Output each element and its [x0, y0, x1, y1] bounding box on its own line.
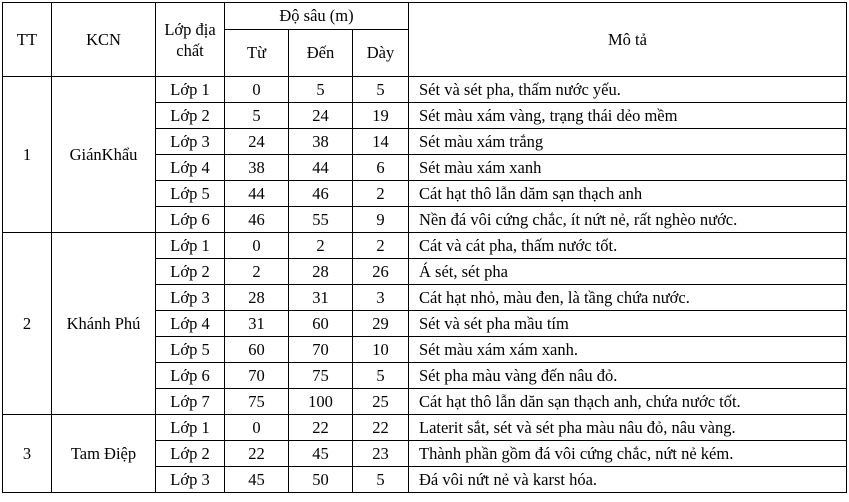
- cell-tt: 3: [3, 415, 52, 493]
- cell-layer: Lớp 1: [156, 415, 225, 441]
- header-description: Mô tả: [409, 3, 847, 77]
- cell-description: Sét và sét pha mầu tím: [409, 311, 847, 337]
- cell-from: 0: [225, 77, 289, 103]
- cell-thickness: 9: [353, 207, 409, 233]
- cell-to: 50: [289, 467, 353, 493]
- cell-layer: Lớp 1: [156, 233, 225, 259]
- cell-to: 75: [289, 363, 353, 389]
- cell-layer: Lớp 2: [156, 103, 225, 129]
- cell-kcn: Tam Điệp: [52, 415, 156, 493]
- cell-to: 55: [289, 207, 353, 233]
- cell-layer: Lớp 6: [156, 363, 225, 389]
- cell-description: Sét và sét pha, thấm nước yếu.: [409, 77, 847, 103]
- cell-thickness: 2: [353, 181, 409, 207]
- cell-from: 28: [225, 285, 289, 311]
- header-to: Đến: [289, 30, 353, 77]
- cell-tt: 1: [3, 77, 52, 233]
- cell-to: 46: [289, 181, 353, 207]
- cell-to: 22: [289, 415, 353, 441]
- cell-from: 22: [225, 441, 289, 467]
- cell-description: Sét màu xám trắng: [409, 129, 847, 155]
- cell-layer: Lớp 4: [156, 311, 225, 337]
- cell-description: Sét màu xám vàng, trạng thái dẻo mềm: [409, 103, 847, 129]
- cell-layer: Lớp 2: [156, 441, 225, 467]
- cell-thickness: 29: [353, 311, 409, 337]
- cell-thickness: 14: [353, 129, 409, 155]
- header-tt: TT: [3, 3, 52, 77]
- cell-to: 100: [289, 389, 353, 415]
- cell-tt: 2: [3, 233, 52, 415]
- cell-thickness: 19: [353, 103, 409, 129]
- cell-from: 31: [225, 311, 289, 337]
- cell-from: 0: [225, 415, 289, 441]
- header-layer: Lớp địa chất: [156, 3, 225, 77]
- table-row: [3, 77, 847, 103]
- cell-description: Sét pha màu vàng đến nâu đỏ.: [409, 363, 847, 389]
- cell-layer: Lớp 7: [156, 389, 225, 415]
- cell-thickness: 5: [353, 363, 409, 389]
- table-body: [3, 77, 847, 493]
- cell-to: 28: [289, 259, 353, 285]
- cell-to: 24: [289, 103, 353, 129]
- cell-to: 44: [289, 155, 353, 181]
- table-row: [3, 233, 847, 259]
- cell-from: 0: [225, 233, 289, 259]
- cell-layer: Lớp 5: [156, 181, 225, 207]
- cell-to: 70: [289, 337, 353, 363]
- cell-to: 2: [289, 233, 353, 259]
- cell-thickness: 23: [353, 441, 409, 467]
- cell-thickness: 5: [353, 77, 409, 103]
- cell-thickness: 26: [353, 259, 409, 285]
- cell-from: 5: [225, 103, 289, 129]
- cell-to: 60: [289, 311, 353, 337]
- cell-from: 44: [225, 181, 289, 207]
- cell-from: 2: [225, 259, 289, 285]
- cell-to: 38: [289, 129, 353, 155]
- cell-description: Cát và cát pha, thấm nước tốt.: [409, 233, 847, 259]
- cell-from: 24: [225, 129, 289, 155]
- cell-layer: Lớp 3: [156, 129, 225, 155]
- cell-to: 5: [289, 77, 353, 103]
- geology-table: [2, 2, 847, 493]
- cell-layer: Lớp 3: [156, 467, 225, 493]
- cell-layer: Lớp 1: [156, 77, 225, 103]
- cell-thickness: 5: [353, 467, 409, 493]
- cell-layer: Lớp 2: [156, 259, 225, 285]
- cell-description: Cát hạt thô lẫn dăn sạn thạch anh, chứa nước tốt.: [409, 389, 847, 415]
- header-depth: Độ sâu (m): [225, 3, 409, 30]
- cell-kcn: Khánh Phú: [52, 233, 156, 415]
- cell-to: 45: [289, 441, 353, 467]
- cell-thickness: 3: [353, 285, 409, 311]
- cell-description: Laterit sắt, sét và sét pha màu nâu đỏ, nâu vàng.: [409, 415, 847, 441]
- table-row: [3, 415, 847, 441]
- cell-description: Thành phần gồm đá vôi cứng chắc, nứt nẻ kém.: [409, 441, 847, 467]
- header-thickness: Dày: [353, 30, 409, 77]
- cell-description: Nền đá vôi cứng chắc, ít nứt nẻ, rất nghèo nước.: [409, 207, 847, 233]
- header-from: Từ: [225, 30, 289, 77]
- cell-layer: Lớp 6: [156, 207, 225, 233]
- cell-thickness: 6: [353, 155, 409, 181]
- cell-description: Sét màu xám xanh: [409, 155, 847, 181]
- cell-layer: Lớp 5: [156, 337, 225, 363]
- cell-description: Sét màu xám xám xanh.: [409, 337, 847, 363]
- cell-description: Đá vôi nứt nẻ và karst hóa.: [409, 467, 847, 493]
- header-kcn: KCN: [52, 3, 156, 77]
- cell-layer: Lớp 3: [156, 285, 225, 311]
- cell-description: Á sét, sét pha: [409, 259, 847, 285]
- cell-thickness: 2: [353, 233, 409, 259]
- cell-from: 70: [225, 363, 289, 389]
- cell-description: Cát hạt thô lẫn dăm sạn thạch anh: [409, 181, 847, 207]
- cell-kcn: GiánKhẩu: [52, 77, 156, 233]
- cell-thickness: 22: [353, 415, 409, 441]
- cell-from: 45: [225, 467, 289, 493]
- cell-thickness: 25: [353, 389, 409, 415]
- cell-layer: Lớp 4: [156, 155, 225, 181]
- cell-thickness: 10: [353, 337, 409, 363]
- cell-from: 60: [225, 337, 289, 363]
- cell-from: 38: [225, 155, 289, 181]
- cell-from: 46: [225, 207, 289, 233]
- cell-to: 31: [289, 285, 353, 311]
- cell-from: 75: [225, 389, 289, 415]
- cell-description: Cát hạt nhỏ, màu đen, là tầng chứa nước.: [409, 285, 847, 311]
